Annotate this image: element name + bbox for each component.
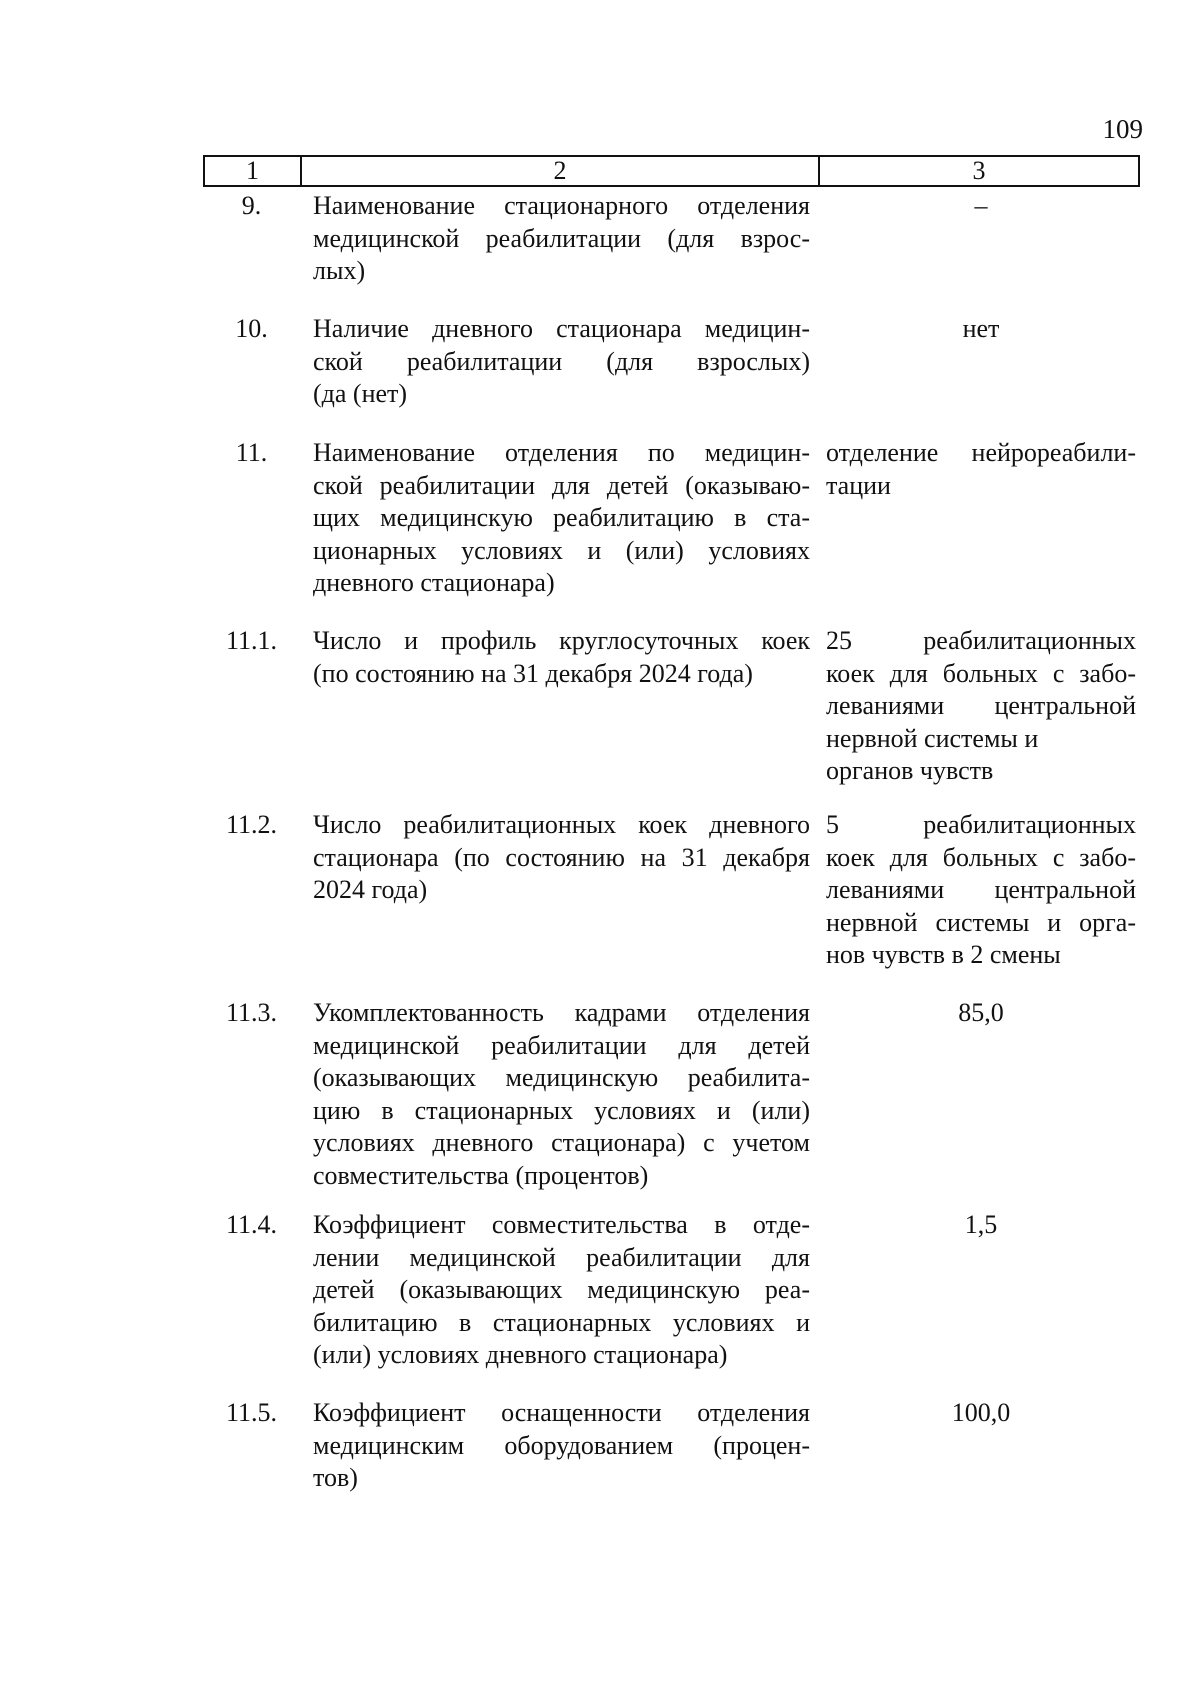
row-description: Наименование стационарного отделения медицинской реабилитации (для взрос- лых) bbox=[313, 191, 810, 285]
row-value: 100,0 bbox=[951, 1398, 1011, 1427]
row-value: отделение нейрореабили- тации bbox=[826, 438, 1136, 500]
row-description: Наименование отделения по медицин- ской реабилитации для детей (оказываю- щих медицинскую реабилитацию в ста- ционарных условиях и (или) условиях дневного стационара) bbox=[313, 438, 810, 597]
row-value: нет bbox=[962, 314, 1000, 343]
row-description: Укомплектованность кадрами отделения медицинской реабилитации для детей (оказывающих медицинскую реабилита- цию в стационарных условиях и (или) условиях дневного стационара) с учетом совместительства (процентов) bbox=[313, 998, 810, 1190]
row-number: 11.1. bbox=[225, 626, 278, 655]
row-number: 10. bbox=[235, 314, 268, 343]
row-number: 11.4. bbox=[225, 1210, 278, 1239]
row-number: 9. bbox=[241, 191, 262, 220]
row-description: Коэффициент оснащенности отделения медицинским оборудованием (процен- тов) bbox=[313, 1398, 810, 1492]
header-col-1: 1 bbox=[205, 157, 302, 185]
row-description: Число реабилитационных коек дневного стационара (по состоянию на 31 декабря 2024 года) bbox=[313, 810, 810, 904]
header-col-2: 2 bbox=[302, 157, 820, 185]
row-description: Число и профиль круглосуточных коек (по состоянию на 31 декабря 2024 года) bbox=[313, 626, 810, 688]
row-value: 5 реабилитационных коек для больных с забо- леваниями центральной нервной системы и орга- нов чувств в 2 смены bbox=[826, 810, 1136, 969]
row-description: Коэффициент совместительства в отде- лении медицинской реабилитации для детей (оказывающих медицинскую реа- билитацию в стационарных условиях и (или) условиях дневного стационара) bbox=[313, 1210, 810, 1369]
table-header-row bbox=[203, 155, 1140, 187]
header-col-3: 3 bbox=[972, 156, 986, 185]
row-number: 11.3. bbox=[225, 998, 278, 1027]
row-value: 1,5 bbox=[964, 1210, 998, 1239]
row-value: – bbox=[974, 191, 988, 220]
page-number: 109 bbox=[1102, 114, 1143, 144]
row-number: 11.2. bbox=[225, 810, 278, 839]
row-value: 85,0 bbox=[958, 998, 1004, 1027]
row-number: 11.5. bbox=[225, 1398, 278, 1427]
row-value: 25 реабилитационных коек для больных с забо- леваниями центральной нервной системы и органов чувств bbox=[826, 626, 1136, 785]
row-description: Наличие дневного стационара медицин- ской реабилитации (для взрослых) (да (нет) bbox=[313, 314, 810, 408]
row-number: 11. bbox=[235, 438, 268, 467]
